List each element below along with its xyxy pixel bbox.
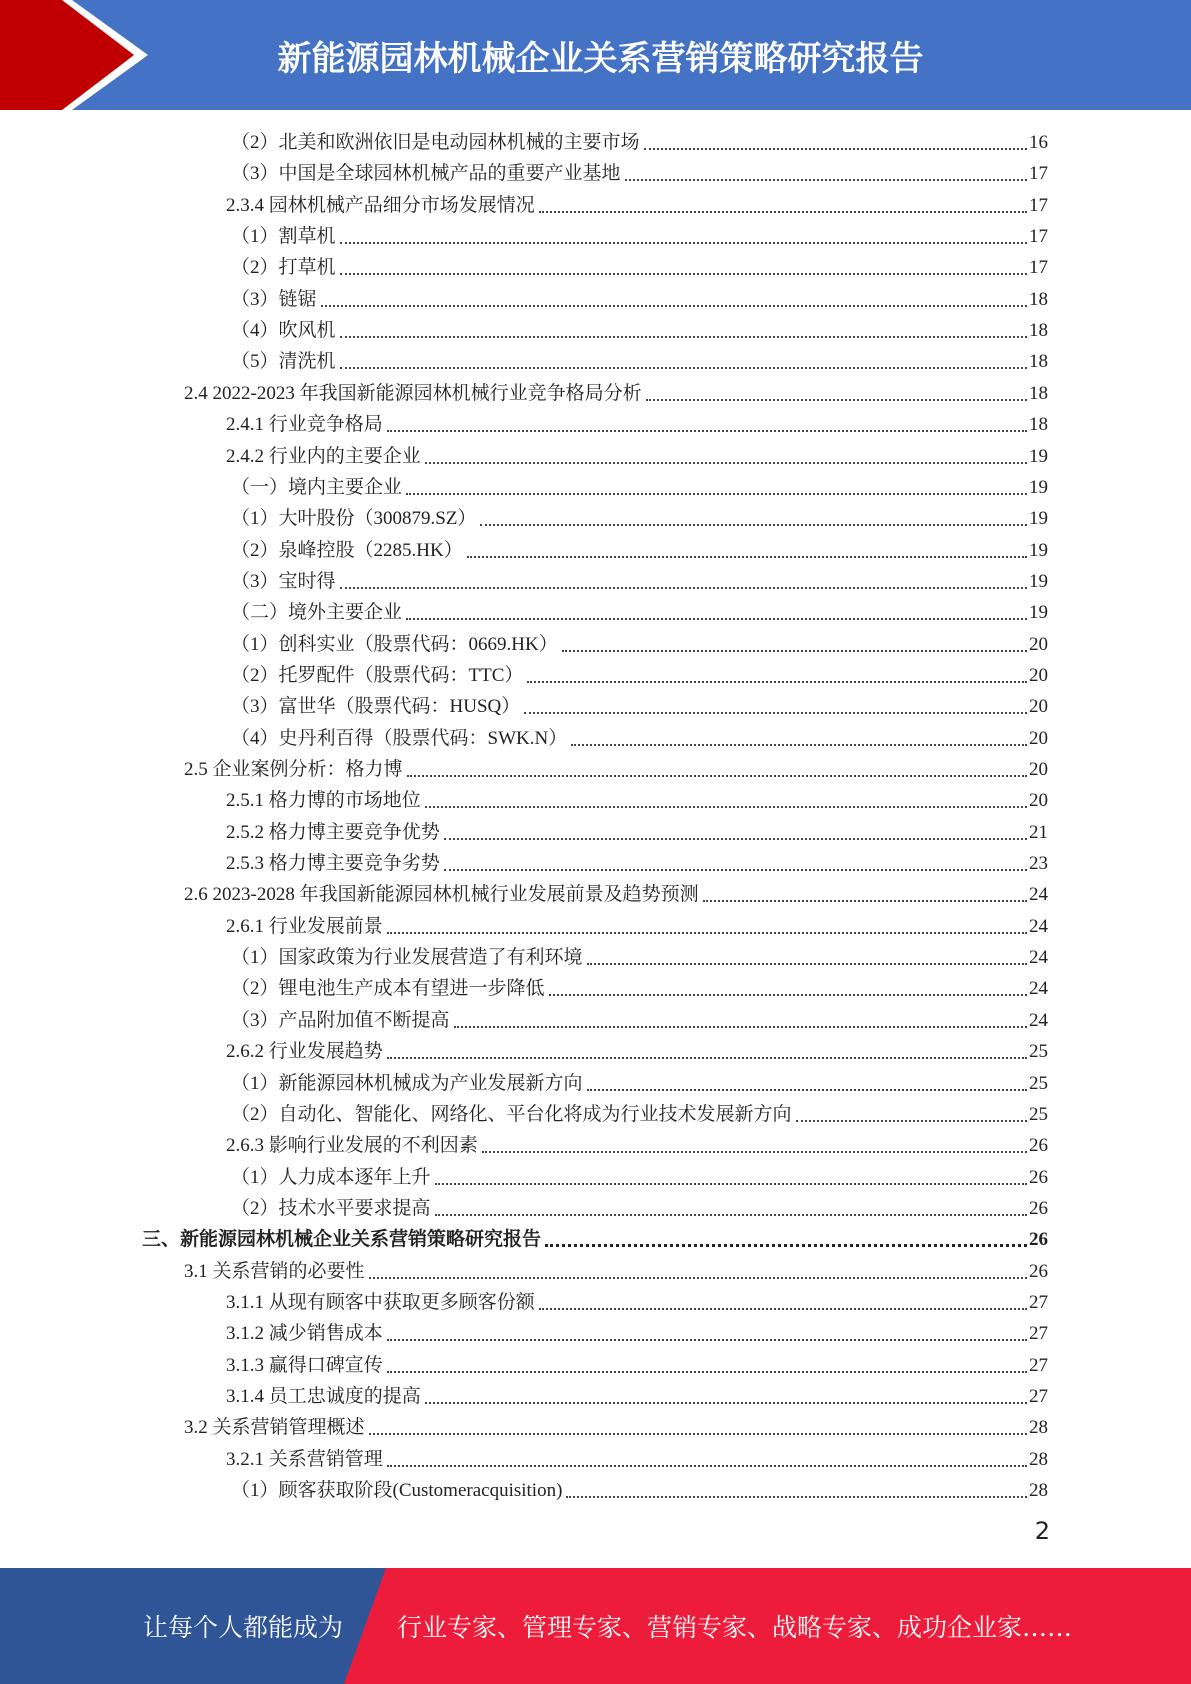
toc-entry-label: （2）自动化、智能化、网络化、平台化将成为行业技术发展新方向 [231,1103,792,1125]
toc-leader-dots [340,242,1027,244]
toc-leader-dots [444,869,1027,871]
toc-entry-label: （1）大叶股份（300879.SZ） [231,508,477,530]
page-footer [0,1568,1191,1684]
toc-entry[interactable] [231,1068,1048,1099]
toc-entry-page: 25 [1029,1072,1048,1094]
toc-entry-page: 26 [1029,1166,1048,1188]
toc-entry-label: （1）创科实业（股票代码：0669.HK） [231,633,558,655]
toc-entry-page: 24 [1029,1009,1048,1031]
toc-entry-page: 18 [1029,320,1048,342]
toc-entry-page: 28 [1029,1417,1048,1439]
toc-entry-page: 26 [1029,1197,1048,1219]
toc-entry-label: 3.2.1 关系营销管理 [226,1448,383,1470]
toc-leader-dots [369,1277,1027,1279]
toc-entry[interactable] [231,1475,1048,1506]
toc-entry[interactable] [226,441,1048,472]
toc-entry-label: （1）割草机 [231,226,336,248]
toc-entry-page: 20 [1029,790,1048,812]
toc-entry-page: 26 [1029,1135,1048,1157]
toc-entry[interactable] [231,472,1048,503]
toc-entry-label: （2）泉峰控股（2285.HK） [231,539,463,561]
toc-entry-label: 三、新能源园林机械企业关系营销策略研究报告 [142,1229,542,1251]
toc-entry-page: 28 [1029,1480,1048,1502]
toc-entry-page: 17 [1029,194,1048,216]
toc-entry-label: （3）产品附加值不断提高 [231,1009,450,1031]
toc-entry[interactable] [184,879,1048,910]
toc-entry[interactable] [226,848,1048,879]
toc-leader-dots [387,430,1027,432]
toc-leader-dots [587,1089,1027,1091]
toc-entry-page: 24 [1029,915,1048,937]
toc-entry[interactable] [231,629,1048,660]
toc-entry-label: 2.6.3 影响行业发展的不利因素 [226,1135,478,1157]
toc-leader-dots [340,367,1027,369]
toc-entry-label: （一）境内主要企业 [231,476,403,498]
toc-leader-dots [387,932,1027,934]
toc-leader-dots [435,1214,1027,1216]
toc-leader-dots [340,273,1027,275]
toc-entry[interactable] [231,942,1048,973]
toc-leader-dots [625,179,1027,181]
toc-entry-label: （3）宝时得 [231,570,336,592]
toc-leader-dots [539,211,1027,213]
toc-entry-page: 17 [1029,257,1048,279]
toc-entry-page: 19 [1029,445,1048,467]
toc-entry-page: 18 [1029,382,1048,404]
toc-leader-dots [340,587,1027,589]
toc-entry-page: 28 [1029,1448,1048,1470]
toc-entry[interactable] [226,785,1048,816]
toc-entry[interactable] [231,660,1048,691]
toc-leader-dots [425,462,1027,464]
toc-leader-dots [406,493,1027,495]
toc-entry-label: 3.2 关系营销管理概述 [184,1417,365,1439]
toc-entry[interactable] [231,346,1048,377]
toc-entry-label: （1）国家政策为行业发展营造了有利环境 [231,947,583,969]
toc-entry[interactable] [226,409,1048,440]
toc-entry[interactable] [142,1224,1048,1255]
toc-leader-dots [407,775,1027,777]
footer-slogan-left: 让每个人都能成为 [143,1613,344,1642]
toc-entry-label: 3.1.4 员工忠诚度的提高 [226,1386,421,1407]
toc-leader-dots [482,1151,1027,1153]
toc-entry[interactable] [231,158,1048,189]
toc-entry-label: 3.1.2 减少销售成本 [226,1323,383,1345]
toc-entry[interactable] [226,1381,1048,1412]
toc-entry-label: 2.5 企业案例分析：格力博 [184,759,403,780]
toc-entry-label: （二）境外主要企业 [231,602,403,624]
toc-entry-label: 2.4 2022-2023 年我国新能源园林机械行业竞争格局分析 [184,382,642,404]
toc-entry[interactable] [226,1318,1048,1349]
toc-entry-label: （1）人力成本逐年上升 [231,1166,431,1188]
toc-entry[interactable] [184,1412,1048,1443]
toc-entry[interactable] [231,723,1048,754]
toc-entry-label: 3.1.3 赢得口碑宣传 [226,1354,383,1376]
toc-entry-page: 16 [1029,132,1048,153]
toc-leader-dots [444,838,1027,840]
toc-entry[interactable] [231,597,1048,628]
toc-entry-label: 2.3.4 园林机械产品细分市场发展情况 [226,194,535,216]
toc-leader-dots [425,806,1027,808]
toc-entry[interactable] [184,378,1048,409]
toc-entry-page: 19 [1029,570,1048,592]
toc-entry-page: 26 [1029,1229,1048,1251]
toc-entry-label: （3）富世华（股票代码：HUSQ） [231,696,521,718]
toc-entry[interactable] [231,315,1048,346]
toc-entry-page: 20 [1029,696,1048,718]
toc-entry[interactable] [231,1099,1048,1130]
toc-entry-page: 27 [1029,1323,1048,1345]
toc-leader-dots [406,618,1027,620]
toc-leader-dots [524,712,1027,714]
toc-leader-dots [703,900,1027,902]
toc-entry-page: 24 [1029,884,1048,906]
page-header [0,0,1191,110]
toc-leader-dots [527,681,1027,683]
toc-leader-dots [387,1339,1027,1341]
toc-entry[interactable] [231,252,1048,283]
toc-entry-page: 26 [1029,1260,1048,1282]
toc-entry-label: （1）顾客获取阶段(Customeracquisition) [231,1480,563,1502]
toc-leader-dots [454,1026,1027,1028]
toc-entry[interactable] [226,1350,1048,1381]
toc-entry-label: 2.4.1 行业竞争格局 [226,414,383,436]
toc-entry[interactable] [231,973,1048,1004]
toc-entry-label: （2）技术水平要求提高 [231,1197,431,1219]
toc-entry[interactable] [184,754,1048,785]
toc-leader-dots [587,963,1027,965]
toc-entry-page: 24 [1029,978,1048,1000]
toc-leader-dots [644,148,1027,150]
toc-entry-page: 20 [1029,633,1048,655]
toc-entry[interactable] [226,1444,1048,1475]
toc-leader-dots [387,1465,1027,1467]
toc-entry[interactable] [231,284,1048,315]
document-title: 新能源园林机械企业关系营销策略研究报告 [277,38,924,79]
toc-entry[interactable] [231,566,1048,597]
toc-entry[interactable] [231,1193,1048,1224]
toc-entry-label: 3.1.1 从现有顾客中获取更多顾客份额 [226,1291,535,1313]
toc-leader-dots [646,399,1027,401]
toc-entry[interactable] [226,1130,1048,1161]
toc-entry-page: 25 [1029,1041,1048,1063]
toc-entry-label: （4）史丹利百得（股票代码：SWK.N） [231,727,568,749]
toc-entry-label: （5）清洗机 [231,351,336,373]
toc-leader-dots [549,994,1027,996]
toc-leader-dots [369,1433,1027,1435]
toc-leader-dots [571,744,1027,746]
toc-leader-dots [435,1183,1027,1185]
toc-entry-page: 20 [1029,759,1048,780]
toc-entry-label: （3）中国是全球园林机械产品的重要产业基地 [231,163,621,185]
toc-entry-label: （2）北美和欧洲依旧是电动园林机械的主要市场 [231,132,640,153]
toc-entry-label: 2.6.1 行业发展前景 [226,915,383,937]
toc-entry-page: 18 [1029,414,1048,436]
toc-leader-dots [539,1308,1027,1310]
toc-entry-page: 18 [1029,288,1048,310]
toc-entry[interactable] [231,1162,1048,1193]
toc-entry-label: 2.5.2 格力博主要竞争优势 [226,821,440,843]
toc-entry-page: 25 [1029,1103,1048,1125]
toc-entry[interactable] [231,691,1048,722]
toc-entry[interactable] [231,1005,1048,1036]
toc-entry[interactable] [226,817,1048,848]
toc-entry-label: （1）新能源园林机械成为产业发展新方向 [231,1072,583,1094]
toc-entry[interactable] [184,1256,1048,1287]
page-number: 2 [1034,1517,1050,1545]
toc-leader-dots [467,556,1027,558]
toc-leader-dots [480,524,1027,526]
toc-leader-dots [566,1496,1027,1498]
toc-entry[interactable] [226,911,1048,942]
footer-slogan-right: 行业专家、管理专家、营销专家、战略专家、成功企业家…… [397,1613,1073,1642]
toc-entry-page: 27 [1029,1386,1048,1407]
toc-entry-label: 2.5.3 格力博主要竞争劣势 [226,853,440,875]
toc-entry[interactable] [231,127,1048,158]
toc-entry-page: 27 [1029,1354,1048,1376]
toc-leader-dots [387,1057,1027,1059]
toc-entry[interactable] [226,190,1048,221]
toc-entry-label: 2.6 2023-2028 年我国新能源园林机械行业发展前景及趋势预测 [184,884,699,906]
toc-entry[interactable] [226,1036,1048,1067]
toc-entry[interactable] [231,221,1048,252]
toc-entry-label: （4）吹风机 [231,320,336,342]
toc-entry-label: 3.1 关系营销的必要性 [184,1260,365,1282]
toc-entry-label: 2.4.2 行业内的主要企业 [226,445,421,467]
toc-entry[interactable] [226,1287,1048,1318]
toc-entry-page: 21 [1029,821,1048,843]
toc-leader-dots [425,1402,1027,1404]
toc-entry-page: 18 [1029,351,1048,373]
toc-entry-page: 19 [1029,602,1048,624]
toc-leader-dots [796,1120,1027,1122]
toc-entry-label: （2）托罗配件（股票代码：TTC） [231,664,524,686]
toc-entry[interactable] [231,503,1048,534]
toc-entry-page: 19 [1029,539,1048,561]
toc-entry-page: 24 [1029,947,1048,969]
toc-entry-page: 19 [1029,508,1048,530]
toc-entry-label: （2）锂电池生产成本有望进一步降低 [231,978,545,1000]
toc-leader-dots [545,1244,1027,1247]
toc-leader-dots [562,650,1027,652]
toc-entry-label: （3）链锯 [231,288,317,310]
toc-entry-page: 20 [1029,727,1048,749]
toc-leader-dots [321,305,1027,307]
toc-entry-page: 17 [1029,163,1048,185]
toc-entry-page: 20 [1029,664,1048,686]
toc-entry-page: 17 [1029,226,1048,248]
toc-entry-page: 23 [1029,853,1048,875]
toc-entry-label: 2.6.2 行业发展趋势 [226,1041,383,1063]
toc-leader-dots [387,1371,1027,1373]
toc-entry-page: 19 [1029,476,1048,498]
toc-entry[interactable] [231,535,1048,566]
toc-leader-dots [340,336,1027,338]
toc-entry-label: （2）打草机 [231,257,336,279]
toc-entry-label: 2.5.1 格力博的市场地位 [226,790,421,812]
toc-entry-page: 27 [1029,1291,1048,1313]
